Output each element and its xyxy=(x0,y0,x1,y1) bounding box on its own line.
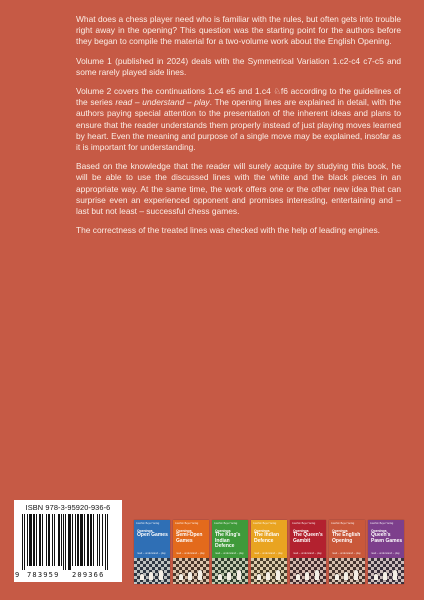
book-title: The English Opening xyxy=(332,532,361,544)
book-publisher: Joachim Beyer Verlag xyxy=(136,522,160,525)
chessboard-image xyxy=(134,558,170,584)
barcode-bars xyxy=(20,514,116,570)
book-motto: read – understand – play xyxy=(215,552,244,555)
barcode-bar xyxy=(36,514,37,566)
barcode-bar xyxy=(52,514,53,566)
chess-piece-icon xyxy=(140,574,144,580)
chess-piece-icon xyxy=(374,574,378,580)
barcode-bar xyxy=(80,514,83,566)
chess-piece-icon xyxy=(237,570,241,580)
barcode-bar xyxy=(48,514,50,566)
barcode-bar xyxy=(27,514,28,566)
barcode-bar xyxy=(33,514,35,566)
series-book-cover xyxy=(251,520,287,584)
book-series-name: Openings xyxy=(332,529,348,533)
barcode-bar xyxy=(87,514,89,566)
barcode-bar xyxy=(107,514,108,570)
blurb-paragraph-3-end: . The opening lines are explained in detail, with the authors paying special attention to the presentation of the inherent ideas and plans to ensure that the reader understands them properly instead of just playing moves learned by heart. Even the meaning and purpose of a single move may be explained, insofar as it is important for understanding. xyxy=(76,97,401,153)
barcode-bar xyxy=(46,514,47,566)
barcode-bar xyxy=(93,514,94,566)
chess-piece-icon xyxy=(149,572,153,580)
barcode-bar xyxy=(54,514,55,566)
book-motto: read – understand – play xyxy=(293,552,322,555)
barcode-bar xyxy=(61,514,62,566)
book-publisher: Joachim Beyer Verlag xyxy=(292,522,316,525)
book-series-name: Openings xyxy=(254,529,270,533)
book-title: Queen's Pawn Games xyxy=(371,532,403,544)
chessboard-image xyxy=(368,558,404,584)
book-series-name: Openings xyxy=(371,529,387,533)
book-title: Semi-Open Games xyxy=(176,532,203,544)
series-book-cover xyxy=(212,520,248,584)
book-publisher: Joachim Beyer Verlag xyxy=(370,522,394,525)
barcode-bar xyxy=(65,514,66,570)
barcode-bar xyxy=(97,514,98,566)
chess-piece-icon xyxy=(383,572,387,580)
barcode-bar xyxy=(84,514,85,566)
series-book-covers xyxy=(134,520,406,584)
book-motto: read – understand – play xyxy=(137,552,166,555)
chess-piece-icon xyxy=(335,574,339,580)
book-series-name: Openings xyxy=(137,529,153,533)
barcode-bar xyxy=(68,514,71,570)
isbn-barcode xyxy=(14,500,122,582)
barcode-bar xyxy=(63,514,64,570)
barcode-left-digits: 783959 xyxy=(27,571,60,579)
book-title: The King's Indian Defence xyxy=(215,532,241,550)
isbn-label: ISBN 978-3-95920-936-6 xyxy=(25,503,111,512)
barcode-bar xyxy=(29,514,32,566)
book-motto: read – understand – play xyxy=(371,552,400,555)
book-motto: read – understand – play xyxy=(254,552,283,555)
blurb-paragraph-5: The correctness of the treated lines was checked with the help of leading engines. xyxy=(76,225,381,236)
chess-piece-icon xyxy=(159,570,163,580)
series-book-cover xyxy=(173,520,209,584)
chessboard-image xyxy=(290,558,326,584)
chess-piece-icon xyxy=(315,570,319,580)
blurb-paragraph-1: What does a chess player need who is familiar with the rules, but often gets into trouble right away in the opening? This question was the starting point for the authors before they began to compile the material for a two-volume work about the English Opening. xyxy=(76,14,401,47)
barcode-bar xyxy=(22,514,23,570)
book-series-name: Openings xyxy=(176,529,192,533)
blurb-paragraph-4: Based on the knowledge that the reader will surely acquire by studying this book, he will be able to use the discussed lines with the white and the black pieces in an appropriate way. At the same time, the work offers one or the other new idea that can surprise even an experienced opponent and promises interesting, entertaining and – last but not least – successful chess games. xyxy=(76,161,401,217)
chess-piece-icon xyxy=(227,572,231,580)
chess-piece-icon xyxy=(354,570,358,580)
chess-piece-icon xyxy=(266,572,270,580)
blurb-paragraph-3 xyxy=(76,86,401,153)
barcode-bar xyxy=(58,514,60,566)
blurb-paragraph-2: Volume 1 (published in 2024) deals with the Symmetrical Variation 1.c2-c4 c7-c5 and some rarely played side lines. xyxy=(76,55,401,77)
series-book-cover xyxy=(290,520,326,584)
book-title: The Indian Defence xyxy=(254,532,279,544)
series-motto: read – understand – play xyxy=(115,97,210,108)
book-title: Open Games xyxy=(137,532,168,538)
chess-piece-icon xyxy=(257,574,261,580)
barcode-bar xyxy=(39,514,41,566)
barcode-bar xyxy=(105,514,106,570)
barcode-bar xyxy=(42,514,43,566)
chess-piece-icon xyxy=(179,574,183,580)
chess-piece-icon xyxy=(393,570,397,580)
barcode-bar xyxy=(77,514,79,566)
chess-piece-icon xyxy=(188,572,192,580)
series-book-cover xyxy=(329,520,365,584)
book-motto: read – understand – play xyxy=(332,552,361,555)
chessboard-image xyxy=(329,558,365,584)
barcode-bar xyxy=(90,514,92,566)
chess-piece-icon xyxy=(276,570,280,580)
series-book-cover xyxy=(368,520,404,584)
chessboard-image xyxy=(173,558,209,584)
book-motto: read – understand – play xyxy=(176,552,205,555)
chessboard-image xyxy=(251,558,287,584)
chess-piece-icon xyxy=(198,570,202,580)
chess-piece-icon xyxy=(218,574,222,580)
chess-piece-icon xyxy=(344,572,348,580)
barcode-bar xyxy=(24,514,25,570)
book-publisher: Joachim Beyer Verlag xyxy=(331,522,355,525)
blurb-paragraph-3-start: Volume 2 covers the continuations 1.c4 e5 and 1.c4 ♘f6 according to the guidelines of the series xyxy=(76,86,401,108)
chessboard-image xyxy=(212,558,248,584)
chess-piece-icon xyxy=(305,572,309,580)
book-series-name: Openings xyxy=(215,529,231,533)
book-publisher: Joachim Beyer Verlag xyxy=(253,522,277,525)
barcode-bar xyxy=(99,514,100,566)
series-book-cover xyxy=(134,520,170,584)
barcode-right-digits: 209366 xyxy=(72,571,105,579)
back-cover-blurb xyxy=(76,14,401,244)
book-publisher: Joachim Beyer Verlag xyxy=(214,522,238,525)
barcode-bar xyxy=(72,514,73,566)
barcode-bar xyxy=(102,514,103,566)
book-publisher: Joachim Beyer Verlag xyxy=(175,522,199,525)
chess-piece-icon xyxy=(296,574,300,580)
book-title: The Queen's Gambit xyxy=(293,532,323,544)
book-series-name: Openings xyxy=(293,529,309,533)
barcode-lead-digit: 9 xyxy=(15,571,20,579)
barcode-bar xyxy=(75,514,76,566)
